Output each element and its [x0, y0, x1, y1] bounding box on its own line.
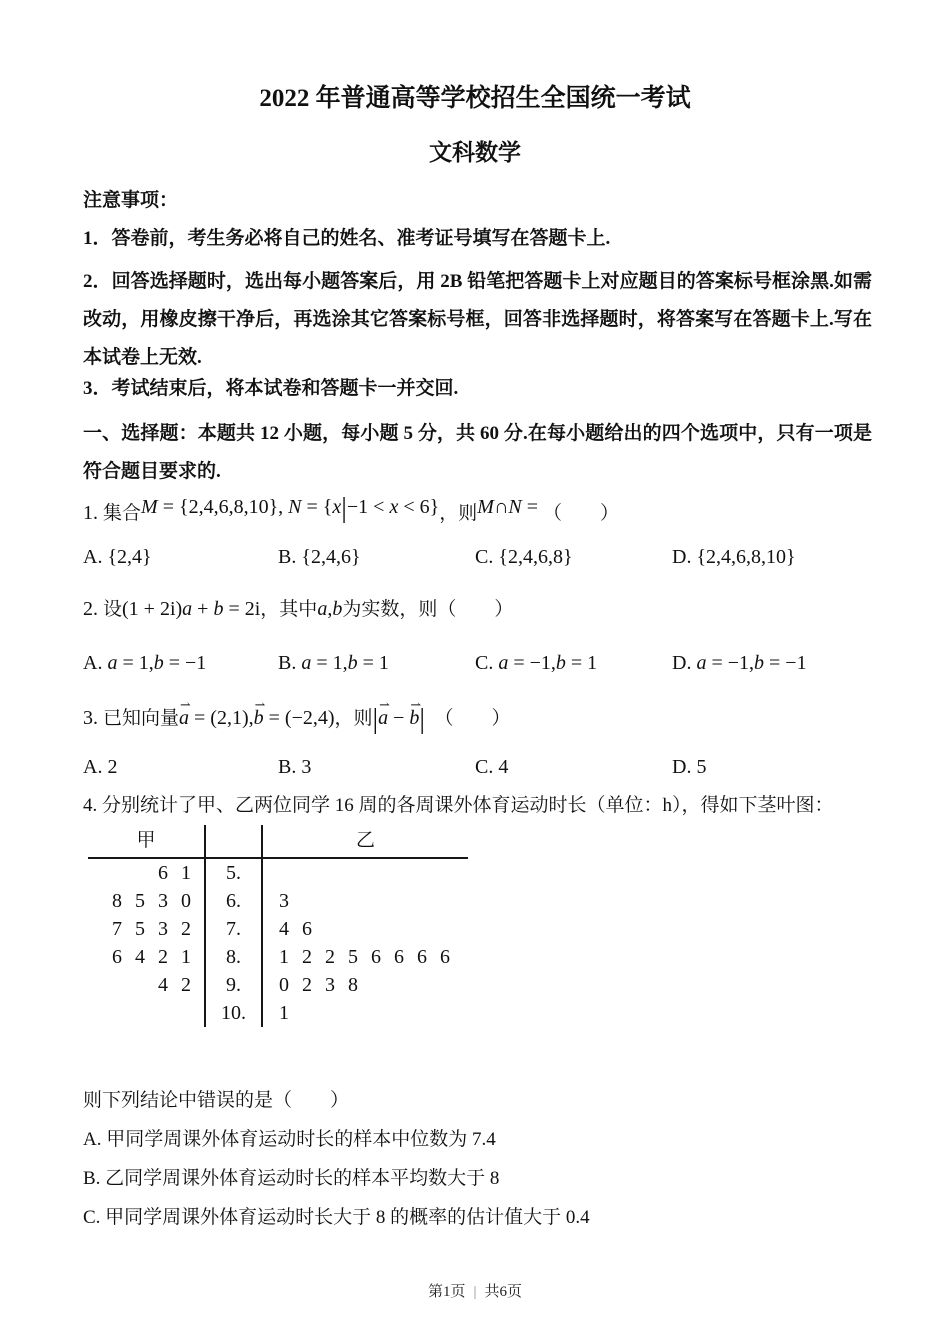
question-1-option-d — [672, 544, 872, 571]
page-content — [0, 189, 950, 1230]
math-seg-vec: ⇀ a — [179, 697, 189, 739]
math-seg-i: b — [213, 598, 224, 620]
footer-page-total: 共6页 — [484, 1284, 523, 1300]
math-seg-n: 3. — [83, 707, 103, 729]
question-4-conclusion: 则下列结论中错误的是（ ） — [83, 1090, 350, 1111]
math-seg-n: = −1, — [508, 652, 556, 674]
math-seg-n: , — [278, 496, 289, 518]
math-seg-bar: | — [341, 493, 347, 524]
stemleaf-left-leaves — [88, 999, 204, 1027]
doc-subtitle: 文科数学 — [429, 140, 521, 165]
math-seg-n: {2,4,6} — [301, 546, 361, 568]
math-seg-c: 已知向量 — [103, 708, 180, 729]
stemleaf-left-leaves: 6 4 2 1 — [112, 946, 195, 968]
math-seg-n: , — [327, 598, 333, 620]
math-seg-i: N — [288, 496, 302, 518]
math-seg-n: = −1 — [163, 652, 207, 674]
math-seg-i: a — [696, 652, 707, 674]
question-4-option-a: A. 甲同学周课外体育运动时长的样本中位数为 7.4 — [83, 1129, 496, 1150]
math-seg-i: M — [141, 496, 158, 518]
math-seg-n: = (−2,4) — [263, 707, 335, 729]
question-4-option-c: C. 甲同学周课外体育运动时长大于 8 的概率的估计值大于 0.4 — [83, 1207, 590, 1228]
stemleaf-stem: 8. — [204, 943, 263, 971]
math-seg-vec: ⇀ b — [254, 697, 264, 739]
math-seg-c: 集合 — [103, 503, 142, 524]
math-seg-n: = −1 — [764, 652, 807, 674]
section-heading: 一、选择题：本题共 12 小题，每小题 5 分，共 60 分.在每小题给出的四个选项中，只有一项是符合题目要求的. — [83, 423, 872, 482]
math-seg-n: B. — [278, 652, 302, 674]
math-seg-n: = 1, — [311, 652, 348, 674]
math-seg-bar: | — [372, 704, 379, 735]
math-seg-n: < 6} — [398, 496, 440, 518]
math-seg-n: D. — [672, 546, 697, 568]
notice-item-1: 1．答卷前，考生务必将自己的姓名、准考证号填写在答题卡上. — [83, 228, 611, 249]
question-3-option-c — [475, 754, 672, 781]
math-seg-n: = 2i — [223, 598, 261, 620]
math-seg-n: = 1 — [357, 652, 389, 674]
stemleaf-right-header: 乙 — [263, 825, 468, 859]
question-2-options — [83, 650, 872, 677]
question-3-option-b — [278, 754, 475, 781]
math-seg-bar: | — [419, 704, 426, 735]
math-seg-n: = — [521, 496, 544, 518]
page-footer — [0, 1280, 950, 1301]
math-seg-c: ，其中 — [260, 599, 318, 620]
math-seg-n: , — [248, 707, 254, 729]
question-1-options — [83, 544, 872, 571]
stemleaf-right-leaves: 4 6 — [279, 918, 316, 940]
math-seg-c: （ ） — [543, 503, 620, 524]
math-seg-n: A. 2 — [83, 756, 118, 778]
math-seg-i: b — [332, 598, 343, 620]
footer-page-number: 第1页 — [427, 1284, 466, 1300]
math-seg-i: x — [389, 496, 399, 518]
math-seg-n: C. 4 — [475, 756, 509, 778]
math-seg-i: a — [301, 652, 312, 674]
stemleaf-left-leaves: 4 2 — [158, 974, 195, 996]
math-seg-i: a — [317, 598, 328, 620]
math-seg-c: （ ） — [425, 708, 511, 729]
math-seg-i: N — [508, 496, 522, 518]
math-seg-n: B. — [278, 546, 302, 568]
math-seg-i: b — [754, 652, 765, 674]
question-1-option-c — [475, 544, 672, 571]
stemleaf-right-leaves: 1 — [279, 1002, 293, 1024]
math-seg-n: C. — [475, 546, 499, 568]
question-3-text — [83, 697, 872, 740]
stemleaf-stem-header — [204, 825, 263, 859]
math-seg-i: M — [477, 496, 494, 518]
math-seg-n: {2,4} — [107, 546, 152, 568]
math-seg-n: ∩ — [493, 496, 509, 518]
question-1-option-a — [83, 544, 278, 571]
stemleaf-stem: 9. — [204, 971, 263, 999]
math-seg-vec: ⇀ a — [378, 697, 388, 739]
math-seg-n: B. 3 — [278, 756, 312, 778]
doc-title: 2022 年普通高等学校招生全国统一考试 — [259, 85, 691, 112]
math-seg-n: −1 < — [346, 496, 390, 518]
math-seg-i: x — [332, 496, 342, 518]
math-seg-c: ，则 — [334, 708, 373, 729]
math-seg-i: b — [347, 652, 358, 674]
stemleaf-left-leaves: 8 5 3 0 — [112, 890, 195, 912]
math-seg-n: C. — [475, 652, 499, 674]
math-seg-n: = 1 — [565, 652, 598, 674]
math-seg-i: a — [107, 652, 118, 674]
question-1-text — [83, 495, 872, 532]
math-seg-n: A. — [83, 546, 108, 568]
math-seg-n: D. — [672, 652, 697, 674]
question-2-option-b — [278, 650, 475, 677]
math-seg-n: 2. — [83, 598, 103, 620]
math-seg-c: ，则 — [439, 503, 478, 524]
question-2-text — [83, 593, 872, 626]
math-seg-n: = { — [301, 496, 333, 518]
math-seg-n: A. — [83, 652, 108, 674]
math-seg-i: b — [153, 652, 164, 674]
math-seg-vec: ⇀ b — [409, 697, 419, 739]
question-3-option-d — [672, 754, 872, 781]
stemleaf-right-leaves: 3 — [279, 890, 293, 912]
stemleaf-stem: 7. — [204, 915, 263, 943]
stemleaf-stem: 6. — [204, 887, 263, 915]
math-seg-n: {2,4,6,8} — [498, 546, 573, 568]
math-seg-n: = 1, — [117, 652, 154, 674]
math-seg-c: 设 — [103, 599, 123, 620]
footer-separator: | — [473, 1284, 477, 1300]
stemleaf-left-header: 甲 — [88, 825, 204, 859]
notice-item-3: 3．考试结束后，将本试卷和答题卡一并交回. — [83, 378, 459, 399]
question-2-option-c — [475, 650, 672, 677]
stemleaf-right-leaves: 0 2 3 8 — [279, 974, 362, 996]
math-seg-c: 为实数，则（ ） — [342, 599, 514, 620]
question-2-option-d — [672, 650, 872, 677]
stem-leaf-plot — [88, 825, 468, 1027]
stemleaf-stem: 5. — [204, 859, 263, 887]
math-seg-n: = (2,1) — [189, 707, 249, 729]
math-seg-n: = {2,4,6,8,10} — [157, 496, 279, 518]
math-seg-n: 1. — [83, 502, 103, 524]
math-seg-n: D. 5 — [672, 756, 707, 778]
notice-item-2: 2．回答选择题时，选出每小题答案后，用 2B 铅笔把答题卡上对应题目的答案标号框涂黑.如需改动，用橡皮擦干净后，再选涂其它答案标号框，回答非选择题时，将答案写在答题卡上.写在本试卷上无效. — [83, 271, 872, 368]
stemleaf-left-leaves: 6 1 — [158, 862, 195, 884]
notice-header: 注意事项： — [83, 190, 179, 211]
math-seg-n: {2,4,6,8,10} — [696, 546, 796, 568]
stemleaf-stem: 10. — [204, 999, 263, 1027]
question-4-option-b: B. 乙同学周课外体育运动时长的样本平均数大于 8 — [83, 1168, 500, 1189]
question-2-option-a — [83, 650, 278, 677]
stemleaf-right-leaves: 1 2 2 5 6 6 6 6 — [279, 946, 454, 968]
math-seg-n: + — [192, 598, 214, 620]
math-seg-i: a — [498, 652, 509, 674]
math-seg-n: − — [388, 707, 410, 729]
question-1-option-b — [278, 544, 475, 571]
stemleaf-left-leaves: 7 5 3 2 — [112, 918, 195, 940]
math-seg-i: a — [182, 598, 193, 620]
question-4-text: 4. 分别统计了甲、乙两位同学 16 周的各周课外体育运动时长（单位：h），得如下茎叶图： — [83, 795, 834, 816]
math-seg-n: (1 + 2i) — [122, 598, 183, 620]
question-3-options — [83, 754, 872, 781]
question-3-option-a — [83, 754, 278, 781]
math-seg-i: b — [555, 652, 566, 674]
stemleaf-right-leaves — [263, 859, 468, 887]
math-seg-n: = −1, — [706, 652, 755, 674]
